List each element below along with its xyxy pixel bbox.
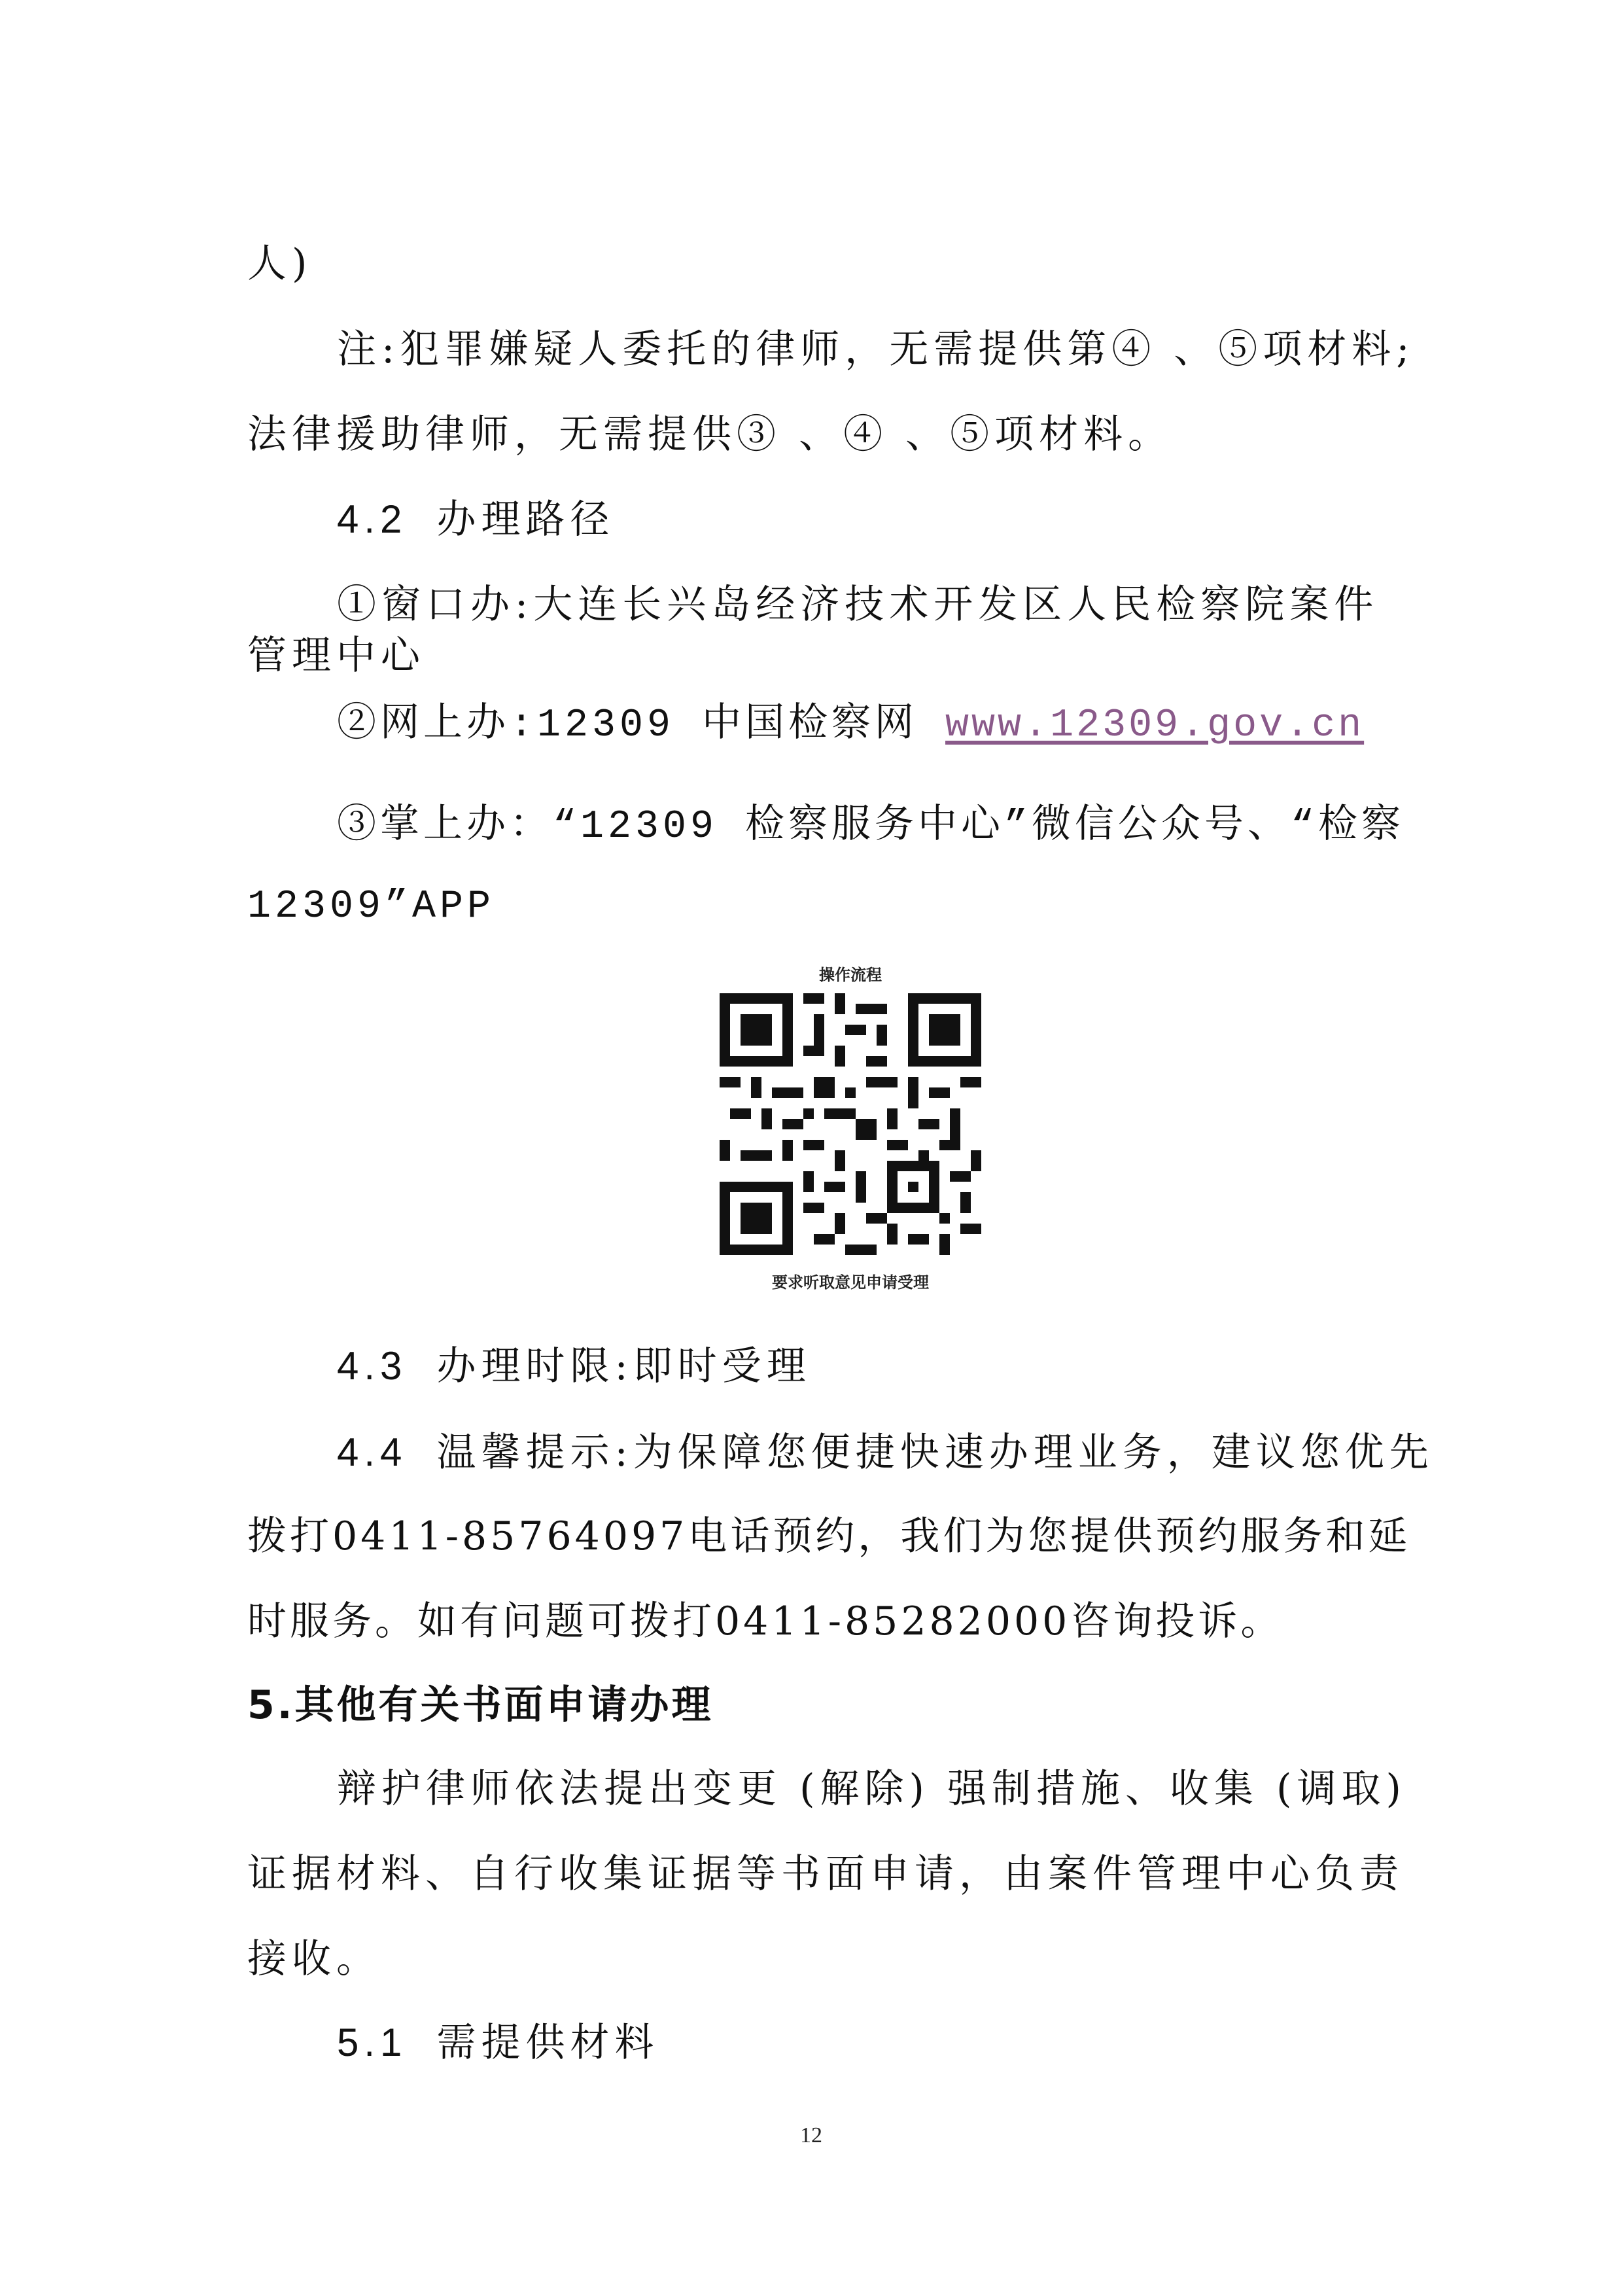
route-mobile-line: 12309”APP <box>247 885 495 929</box>
section-heading-4-4 <box>337 1428 1434 1477</box>
qr-code-panel <box>700 962 1001 1315</box>
route-online-label: ②网上办:12309 中国检察网 <box>337 703 946 748</box>
tip-line: 时服务。如有问题可拨打0411-85282000咨询投诉。 <box>247 1598 1283 1644</box>
section-title: 办理时限:即时受理 <box>436 1343 811 1389</box>
section-heading-4-3 <box>337 1341 811 1391</box>
section-number: 4.2 <box>337 497 408 541</box>
paragraph-line: 辩护律师依法提出变更 (解除) 强制措施、收集 (调取) <box>337 1766 1406 1812</box>
section-title: 需提供材料 <box>436 2020 659 2066</box>
section-number: 5.1 <box>337 2021 408 2064</box>
section-heading-4-2 <box>337 495 615 544</box>
section-number: 4.3 <box>337 1344 408 1388</box>
paragraph-line: 人) <box>247 241 313 287</box>
route-mobile-line: ③掌上办：“12309 检察服务中心”微信公众号、“检察 <box>337 805 1405 849</box>
section-title: 温馨提示:为保障您便捷快速办理业务，建议您优先 <box>436 1430 1434 1475</box>
tip-line: 拨打0411-85764097电话预约，我们为您提供预约服务和延 <box>247 1513 1411 1559</box>
qr-caption-top: 操作流程 <box>819 966 882 984</box>
route-window-line: ①窗口办:大连长兴岛经济技术开发区人民检察院案件 <box>337 582 1379 627</box>
qr-code-image[interactable] <box>720 993 981 1255</box>
qr-caption-bottom: 要求听取意见申请受理 <box>772 1273 929 1292</box>
page-number: 12 <box>800 2123 822 2147</box>
section-title: 办理路径 <box>436 497 615 542</box>
section-heading-5-1 <box>337 2018 659 2068</box>
section-number: 4.4 <box>337 1430 408 1474</box>
section-heading-5: 5.其他有关书面申请办理 <box>247 1682 714 1728</box>
note-line: 法律援助律师，无需提供③ 、④ 、⑤项材料。 <box>247 412 1173 457</box>
paragraph-line: 接收。 <box>247 1936 381 1982</box>
website-link[interactable]: www.12309.gov.cn <box>945 703 1365 748</box>
paragraph-line: 证据材料、自行收集证据等书面申请，由案件管理中心负责 <box>247 1851 1404 1897</box>
note-line: 注:犯罪嫌疑人委托的律师，无需提供第④ 、⑤项材料; <box>337 327 1415 372</box>
route-online-line <box>337 698 1364 751</box>
route-window-line: 管理中心 <box>247 633 425 679</box>
